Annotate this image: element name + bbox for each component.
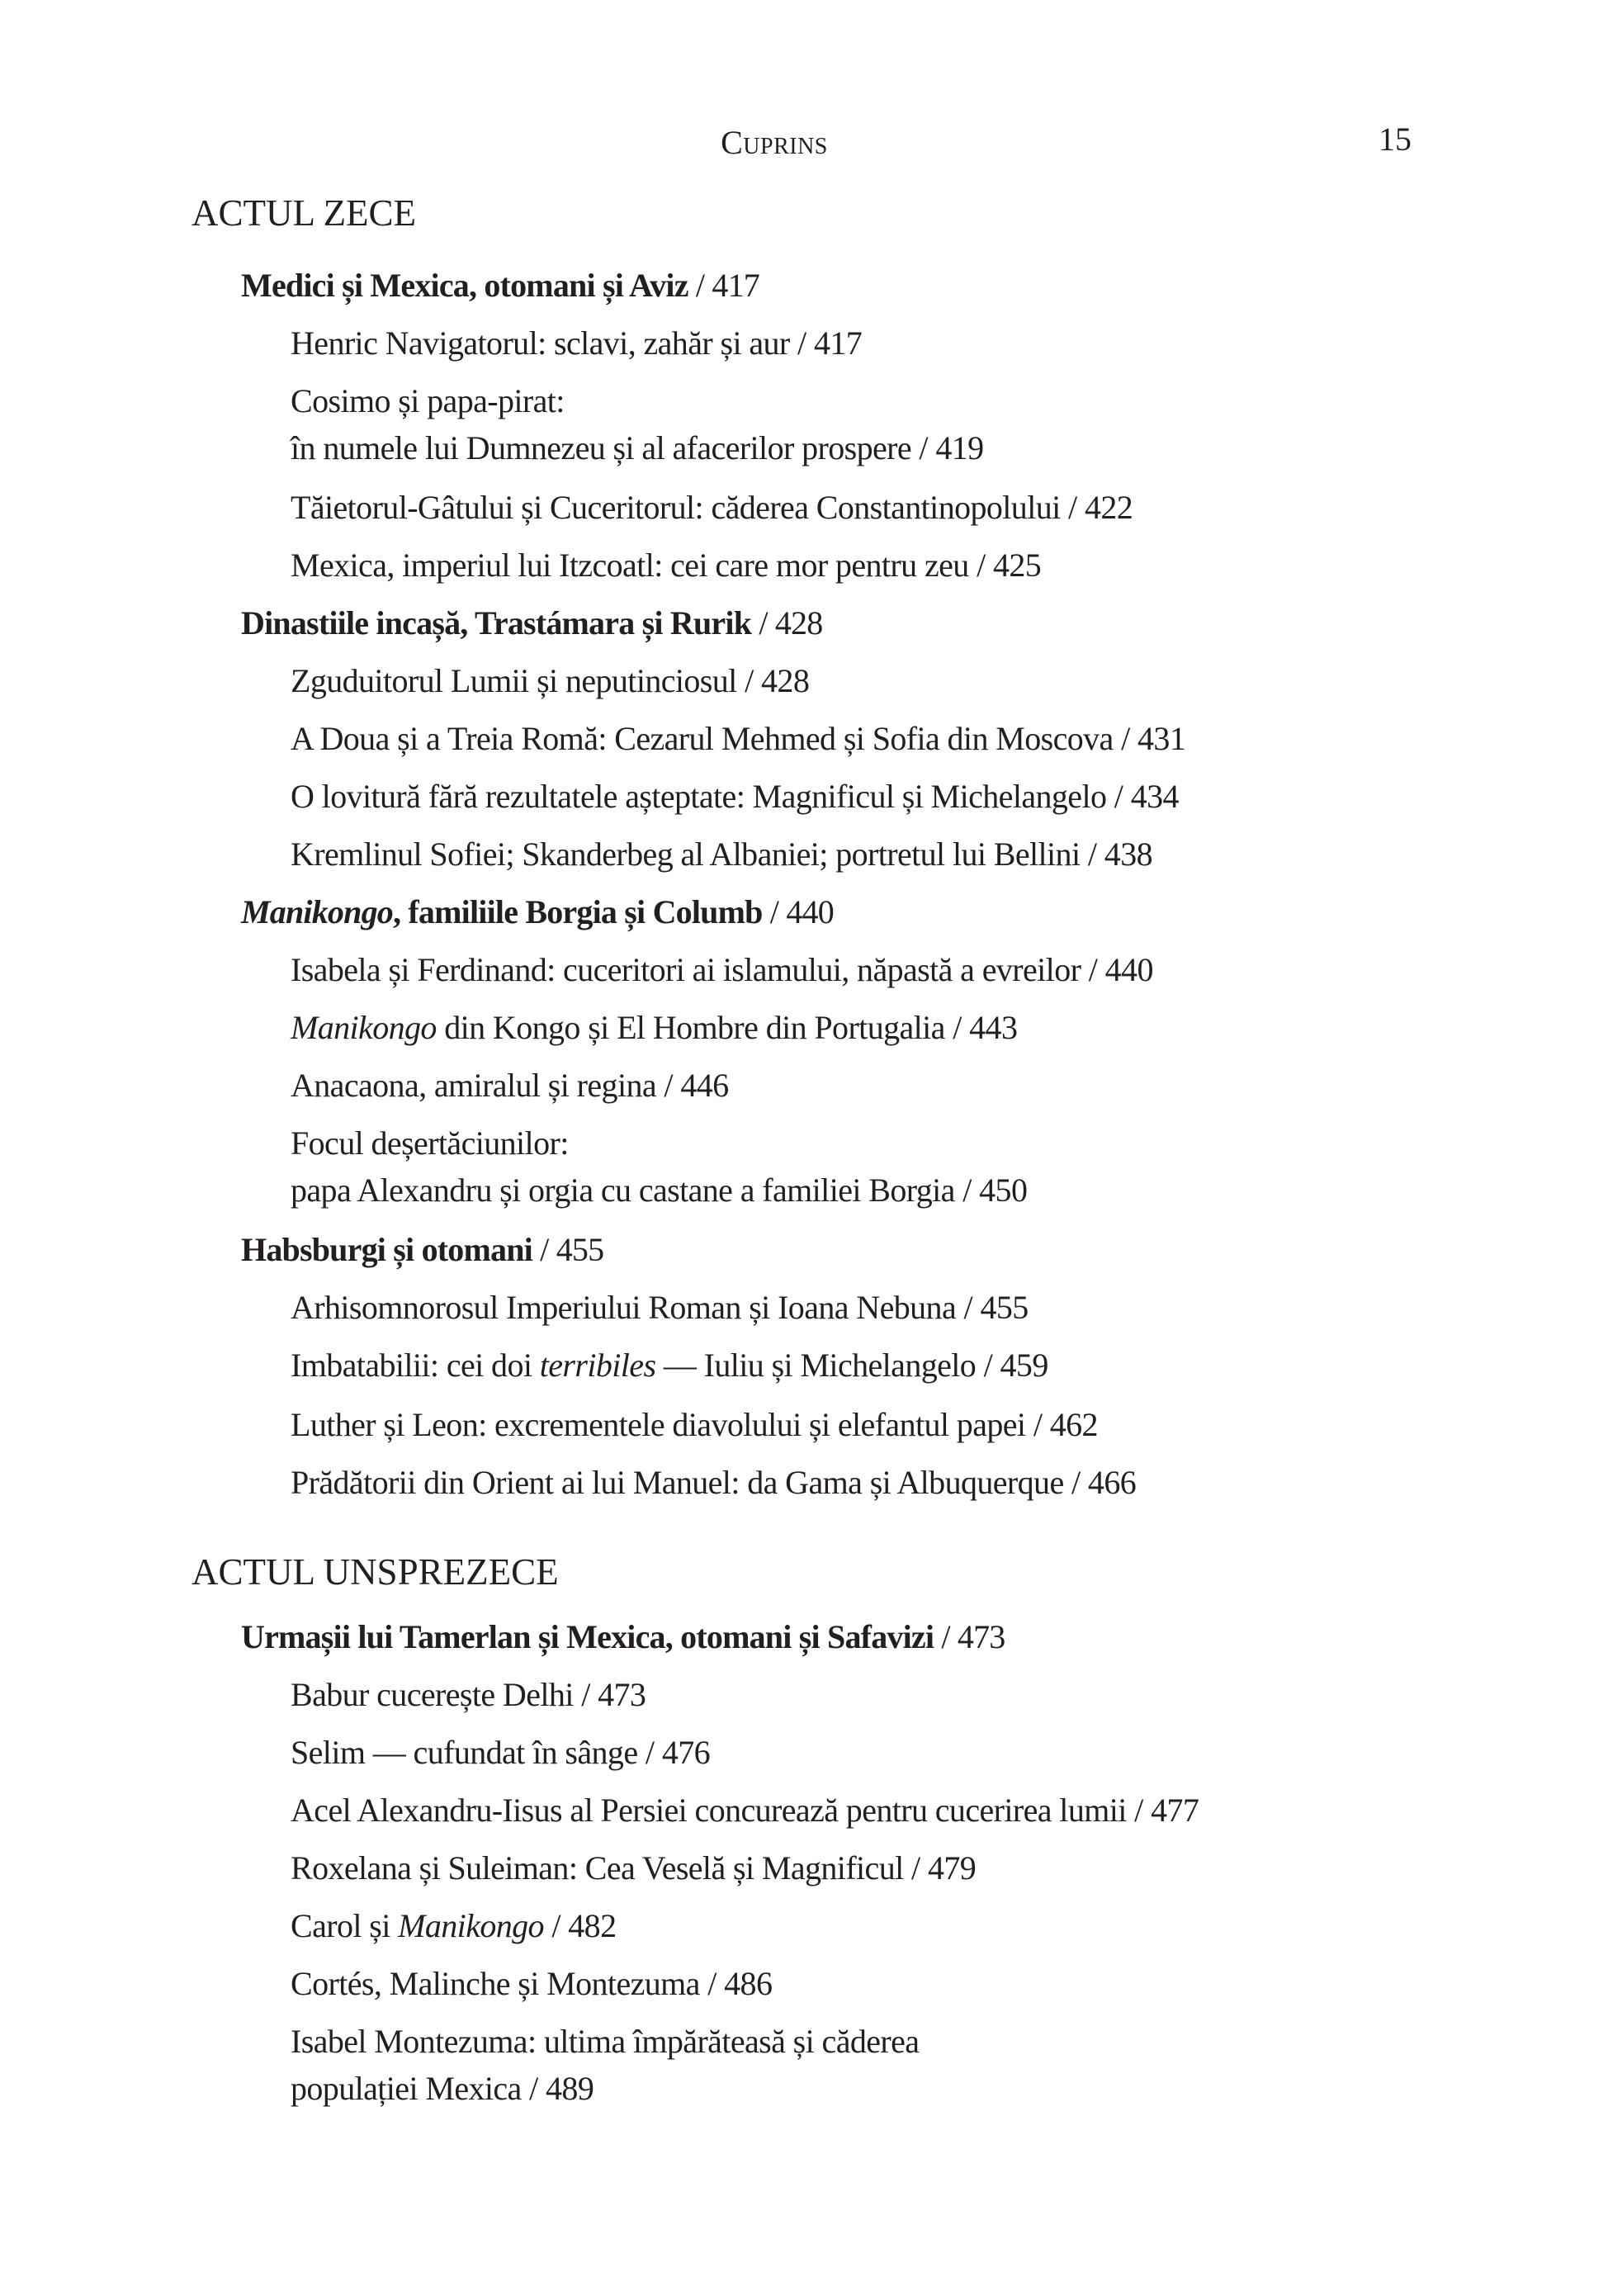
separator: / xyxy=(637,1734,662,1771)
separator: / xyxy=(944,1009,970,1046)
page-ref: 417 xyxy=(813,324,863,362)
page-ref: 417 xyxy=(712,267,759,304)
section-title: Medici și Mexica, otomani și Aviz xyxy=(241,267,688,304)
entry-title: Acel Alexandru-Iisus al Persiei concurează pentru cucerirea lumii xyxy=(291,1792,1127,1829)
page-ref: 440 xyxy=(786,893,834,930)
separator: / xyxy=(789,324,814,362)
separator: / xyxy=(954,1172,980,1209)
entry-title: Isabela și Ferdinand: cuceritori ai islamului, năpastă a evreilor xyxy=(291,951,1081,988)
page-ref: 455 xyxy=(556,1231,604,1268)
toc-entry[interactable] xyxy=(291,547,1041,585)
separator: / xyxy=(1126,1792,1152,1829)
entry-title: Mexica, imperiul lui Itzcoatl: cei care mor pentru zeu xyxy=(291,547,969,584)
entry-title: Cortés, Malinche și Montezuma xyxy=(291,1965,700,2002)
entry-title: Zguduitorul Lumii și neputinciosul xyxy=(291,662,737,699)
separator: / xyxy=(1080,836,1104,873)
toc-entry[interactable] xyxy=(291,1734,710,1772)
separator: / xyxy=(736,662,762,699)
toc-entry[interactable] xyxy=(291,1289,1029,1327)
separator: / xyxy=(903,1849,928,1887)
section-title: Urmașii lui Tamerlan și Mexica, otomani și Safavizi xyxy=(241,1618,934,1655)
entry-title: Roxelana și Suleiman: Cea Veselă și Magnificul xyxy=(291,1849,904,1887)
entry-title-italic: Manikongo xyxy=(291,1009,437,1046)
page-number: 15 xyxy=(1379,121,1412,158)
section-title-italic: Manikongo xyxy=(241,893,393,930)
page-ref: 450 xyxy=(979,1172,1028,1209)
page-ref: 425 xyxy=(993,547,1042,584)
separator: / xyxy=(521,2070,546,2107)
page-ref: 473 xyxy=(957,1618,1005,1655)
entry-title: Isabel Montezuma: ultima împărăteasă și căderea xyxy=(291,2023,920,2060)
separator: / xyxy=(751,604,775,641)
entry-title: Anacaona, amiralul și regina xyxy=(291,1067,657,1104)
separator: / xyxy=(911,429,936,466)
separator: / xyxy=(956,1289,981,1326)
page-ref: 466 xyxy=(1087,1464,1137,1501)
toc-entry[interactable] xyxy=(291,1676,646,1714)
separator: / xyxy=(532,1231,556,1268)
act-heading: ACTUL UNSPREZECE xyxy=(192,1551,559,1593)
page-ref: 434 xyxy=(1130,778,1179,815)
page-ref: 482 xyxy=(568,1907,617,1944)
entry-title: papa Alexandru și orgia cu castane a familiei Borgia xyxy=(291,1172,955,1209)
toc-entry[interactable] xyxy=(291,489,1133,527)
separator: / xyxy=(1113,720,1138,757)
page-ref: 419 xyxy=(935,429,984,466)
page-ref: 443 xyxy=(969,1009,1018,1046)
entry-title: A Doua și a Treia Romă: Cezarul Mehmed și Sofia din Moscova xyxy=(291,720,1114,757)
separator: / xyxy=(1081,951,1105,988)
toc-section[interactable] xyxy=(241,893,834,931)
toc-entry[interactable] xyxy=(291,1347,1048,1385)
separator: / xyxy=(934,1618,958,1655)
toc-entry[interactable] xyxy=(291,1124,569,1162)
toc-entry-continuation[interactable] xyxy=(291,2070,594,2108)
entry-title-italic: terribiles xyxy=(539,1347,656,1384)
separator: / xyxy=(976,1347,1000,1384)
toc-section[interactable] xyxy=(241,1231,603,1269)
page-ref: 486 xyxy=(724,1965,773,2002)
toc-entry-continuation[interactable] xyxy=(291,429,984,467)
separator: / xyxy=(699,1965,725,2002)
toc-section[interactable] xyxy=(241,604,822,642)
entry-title: Henric Navigatorul: sclavi, zahăr și aur xyxy=(291,324,790,362)
page-ref: 422 xyxy=(1084,489,1133,526)
toc-entry[interactable] xyxy=(291,1464,1136,1502)
separator: / xyxy=(968,547,993,584)
separator: / xyxy=(688,267,712,304)
toc-entry[interactable] xyxy=(291,1907,616,1945)
page-ref: 462 xyxy=(1049,1406,1098,1443)
page-ref: 438 xyxy=(1104,836,1152,873)
separator: / xyxy=(573,1676,598,1713)
separator: / xyxy=(1025,1406,1050,1443)
entry-title: Arhisomnorosul Imperiului Roman și Ioana Nebuna xyxy=(291,1289,957,1326)
act-heading: ACTUL ZECE xyxy=(192,192,417,234)
section-title: , familiile Borgia și Columb xyxy=(392,893,763,930)
entry-title: — Iuliu și Michelangelo xyxy=(655,1347,977,1384)
entry-title: Tăietorul-Gâtului și Cuceritorul: căderea Constantinopolului xyxy=(291,489,1061,526)
toc-entry[interactable] xyxy=(291,1849,976,1887)
toc-entry[interactable] xyxy=(291,778,1179,816)
toc-entry[interactable] xyxy=(291,662,809,700)
entry-title: populației Mexica xyxy=(291,2070,522,2107)
toc-entry-continuation[interactable] xyxy=(291,1172,1027,1210)
separator: / xyxy=(762,893,787,930)
page-ref: 428 xyxy=(761,662,810,699)
toc-section[interactable] xyxy=(241,267,759,305)
entry-title: O lovitură fără rezultatele așteptate: Magnificul și Michelangelo xyxy=(291,778,1107,815)
entry-title: Carol și xyxy=(291,1907,399,1944)
page-header xyxy=(0,0,1608,165)
toc-section[interactable] xyxy=(241,1618,1005,1656)
entry-title: Babur cucerește Delhi xyxy=(291,1676,574,1713)
toc-entry[interactable] xyxy=(291,720,1185,758)
toc-entry[interactable] xyxy=(291,951,1153,989)
page-ref: 473 xyxy=(598,1676,646,1713)
separator: / xyxy=(656,1067,681,1104)
entry-title: în numele lui Dumnezeu și al afacerilor prospere xyxy=(291,429,912,466)
section-title: Habsburgi și otomani xyxy=(241,1231,532,1268)
entry-title: Luther și Leon: excrementele diavolului și elefantul papei xyxy=(291,1406,1026,1443)
entry-title: Cosimo și papa-pirat: xyxy=(291,382,565,419)
page-ref: 440 xyxy=(1104,951,1153,988)
toc-entry[interactable] xyxy=(291,382,565,420)
separator: / xyxy=(543,1907,569,1944)
entry-title: Selim — cufundat în sânge xyxy=(291,1734,638,1771)
separator: / xyxy=(1106,778,1131,815)
page-ref: 428 xyxy=(774,604,823,641)
toc-entry[interactable] xyxy=(291,1792,1199,1830)
page-ref: 489 xyxy=(546,2070,594,2107)
page-ref: 479 xyxy=(927,1849,977,1887)
entry-title-italic: Manikongo xyxy=(398,1907,544,1944)
toc-entry[interactable] xyxy=(291,1067,729,1105)
page-ref: 431 xyxy=(1137,720,1186,757)
section-title: Dinastiile incașă, Trastámara și Rurik xyxy=(241,604,752,641)
toc-entry[interactable] xyxy=(291,1406,1098,1444)
running-title: Cuprins xyxy=(721,124,828,161)
entry-title: Prădătorii din Orient ai lui Manuel: da Gama și Albuquerque xyxy=(291,1464,1064,1501)
toc-entry[interactable] xyxy=(291,324,862,362)
entry-title: Imbatabilii: cei doi xyxy=(291,1347,540,1384)
toc-entry[interactable] xyxy=(291,2023,919,2061)
page-ref: 477 xyxy=(1151,1792,1199,1829)
toc-entry[interactable] xyxy=(291,1965,772,2003)
entry-title: din Kongo și El Hombre din Portugalia xyxy=(436,1009,945,1046)
toc-entry[interactable] xyxy=(291,836,1152,873)
page-ref: 476 xyxy=(661,1734,711,1771)
entry-title: Focul deșertăciunilor: xyxy=(291,1124,569,1162)
page-ref: 459 xyxy=(1000,1347,1048,1384)
entry-title: Kremlinul Sofiei; Skanderbeg al Albaniei; portretul lui Bellini xyxy=(291,836,1081,873)
separator: / xyxy=(1063,1464,1088,1501)
separator: / xyxy=(1060,489,1085,526)
page-ref: 455 xyxy=(980,1289,1029,1326)
toc-entry[interactable] xyxy=(291,1009,1017,1047)
page-ref: 446 xyxy=(680,1067,729,1104)
